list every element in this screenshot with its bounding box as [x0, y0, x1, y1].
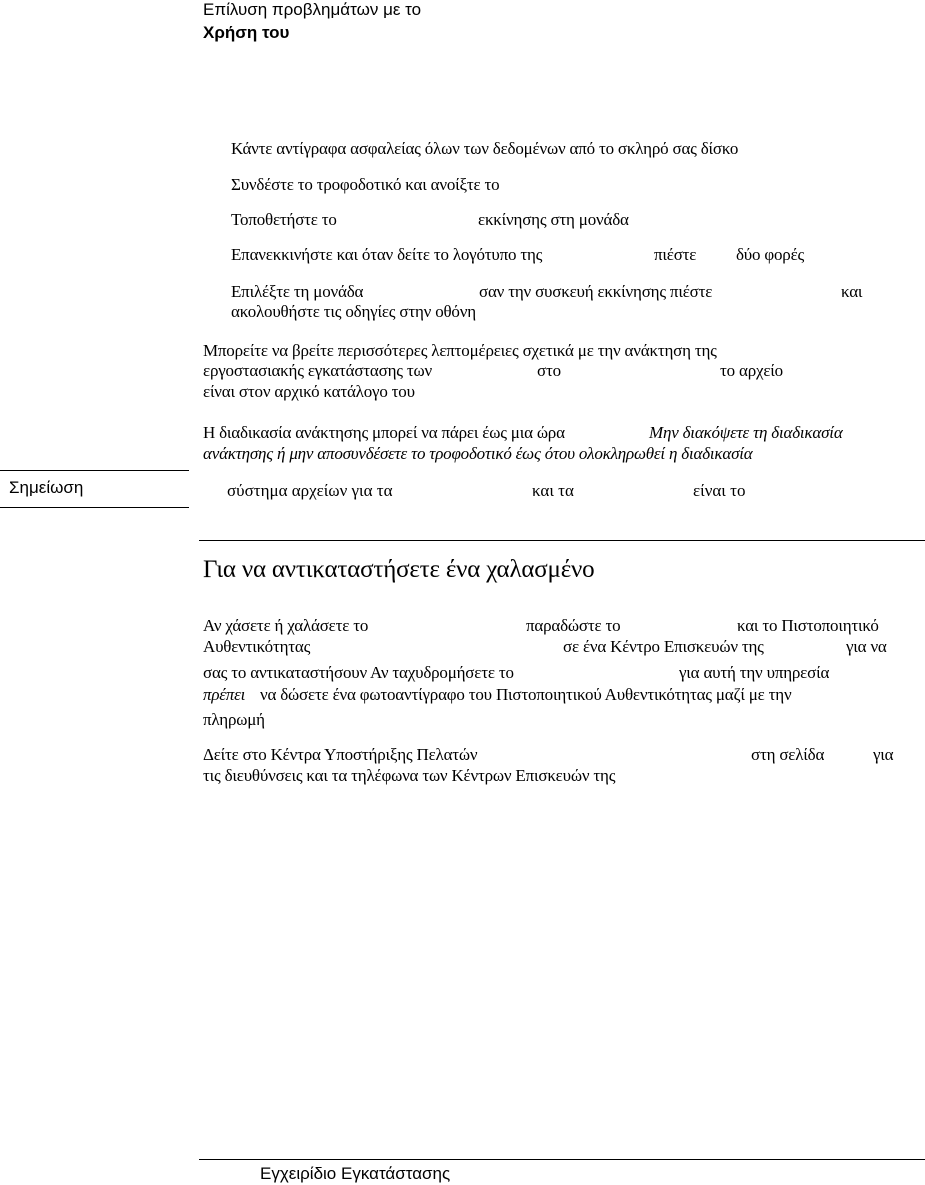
note-rule-bottom — [0, 507, 189, 508]
section-p1-line-4-text: να δώσετε ένα φωτοαντίγραφο του Πιστοποιητικού Αυθεντικότητας μαζί με την — [260, 685, 792, 704]
step-5-text-b: σαν την συσκευή εκκίνησης πιέστε — [479, 282, 713, 301]
step-1-text: Κάντε αντίγραφα ασφαλείας όλων των δεδομένων από το σκληρό σας δίσκο — [231, 139, 739, 158]
section-p1-line-2-b: σε ένα Κέντρο Επισκευών της — [563, 637, 764, 656]
section-p1-line-1-c: και το Πιστοποιητικό — [737, 616, 879, 635]
section-p2-line-1-a: Δείτε στο Κέντρα Υποστήριξης Πελατών — [203, 745, 478, 764]
section-p1-line-5: πληρωμή — [203, 710, 265, 729]
section-p1-line-2 — [203, 637, 887, 657]
duration-line-1 — [203, 423, 843, 443]
note-text-c: είναι το — [693, 481, 746, 500]
duration-regular: Η διαδικασία ανάκτησης μπορεί να πάρει έως μια ώρα — [203, 423, 565, 442]
section-p2-line-1 — [203, 745, 894, 765]
step-3-text-b: εκκίνησης στη μονάδα — [478, 210, 629, 229]
more-info-line-1: Μπορείτε να βρείτε περισσότερες λεπτομέρειες σχετικά με την ανάκτηση της — [203, 341, 717, 360]
note-text — [227, 481, 746, 501]
step-5-text-c: και — [841, 282, 863, 301]
more-info-line-2-a: εργοστασιακής εγκατάστασης των — [203, 361, 432, 380]
step-5-continuation: ακολουθήστε τις οδηγίες στην οθόνη — [231, 302, 476, 321]
section-p1-line-3-a: σας το αντικαταστήσουν Αν ταχυδρομήσετε το — [203, 663, 514, 682]
footer-title: Εγχειρίδιο Εγκατάστασης — [260, 1164, 451, 1183]
section-p1-line-1-a: Αν χάσετε ή χαλάσετε το — [203, 616, 369, 635]
more-info-line-3: είναι στον αρχικό κατάλογο του — [203, 382, 415, 401]
step-4 — [231, 245, 805, 265]
step-4-text-b: πιέστε — [654, 245, 697, 264]
section-title: Για να αντικαταστήσετε ένα χαλασμένο — [203, 556, 595, 583]
duration-line-2-italic: ανάκτησης ή μην αποσυνδέσετε το τροφοδοτικό έως ότου ολοκληρωθεί η διαδικασία — [203, 444, 753, 463]
more-info-line-2-c: το αρχείο — [720, 361, 783, 380]
section-p1-emphasis: πρέπει — [203, 685, 246, 704]
footer-rule — [199, 1159, 925, 1160]
note-text-a: σύστημα αρχείων για τα — [227, 481, 393, 500]
note-label: Σημείωση — [9, 478, 84, 497]
step-3 — [231, 210, 629, 230]
step-1 — [231, 139, 738, 159]
step-3-text-a: Τοποθετήστε το — [231, 210, 337, 229]
section-p2-line-1-c: για — [873, 745, 894, 764]
more-info-line-2 — [203, 361, 783, 381]
section-p2-line-1-b: στη σελίδα — [751, 745, 825, 764]
step-5 — [231, 282, 863, 302]
running-header-subtitle: Χρήση του — [203, 23, 290, 42]
section-p1-line-1-b: παραδώστε το — [526, 616, 621, 635]
note-text-b: και τα — [532, 481, 574, 500]
section-p1-line-2-c: για να — [846, 637, 887, 656]
step-4-text-c: δύο φορές — [736, 245, 805, 264]
step-4-text-a: Επανεκκινήστε και όταν δείτε το λογότυπο της — [231, 245, 543, 264]
section-p1-line-4 — [203, 685, 792, 705]
section-p1-line-3 — [203, 663, 830, 683]
duration-warning-italic: Μην διακόψετε τη διαδικασία — [649, 423, 843, 442]
step-2-text: Συνδέστε το τροφοδοτικό και ανοίξτε το — [231, 175, 500, 194]
section-p1-line-1 — [203, 616, 879, 636]
section-p2-line-2: τις διευθύνσεις και τα τηλέφωνα των Κέντρων Επισκευών της — [203, 766, 616, 785]
running-header-title: Επίλυση προβλημάτων με το — [203, 0, 422, 19]
note-rule-top — [0, 470, 189, 471]
step-2 — [231, 175, 499, 195]
section-rule — [199, 540, 925, 541]
section-p1-line-2-a: Αυθεντικότητας — [203, 637, 311, 656]
more-info-line-2-b: στο — [537, 361, 561, 380]
section-p1-line-3-b: για αυτή την υπηρεσία — [679, 663, 830, 682]
step-5-text-a: Επιλέξτε τη μονάδα — [231, 282, 364, 301]
